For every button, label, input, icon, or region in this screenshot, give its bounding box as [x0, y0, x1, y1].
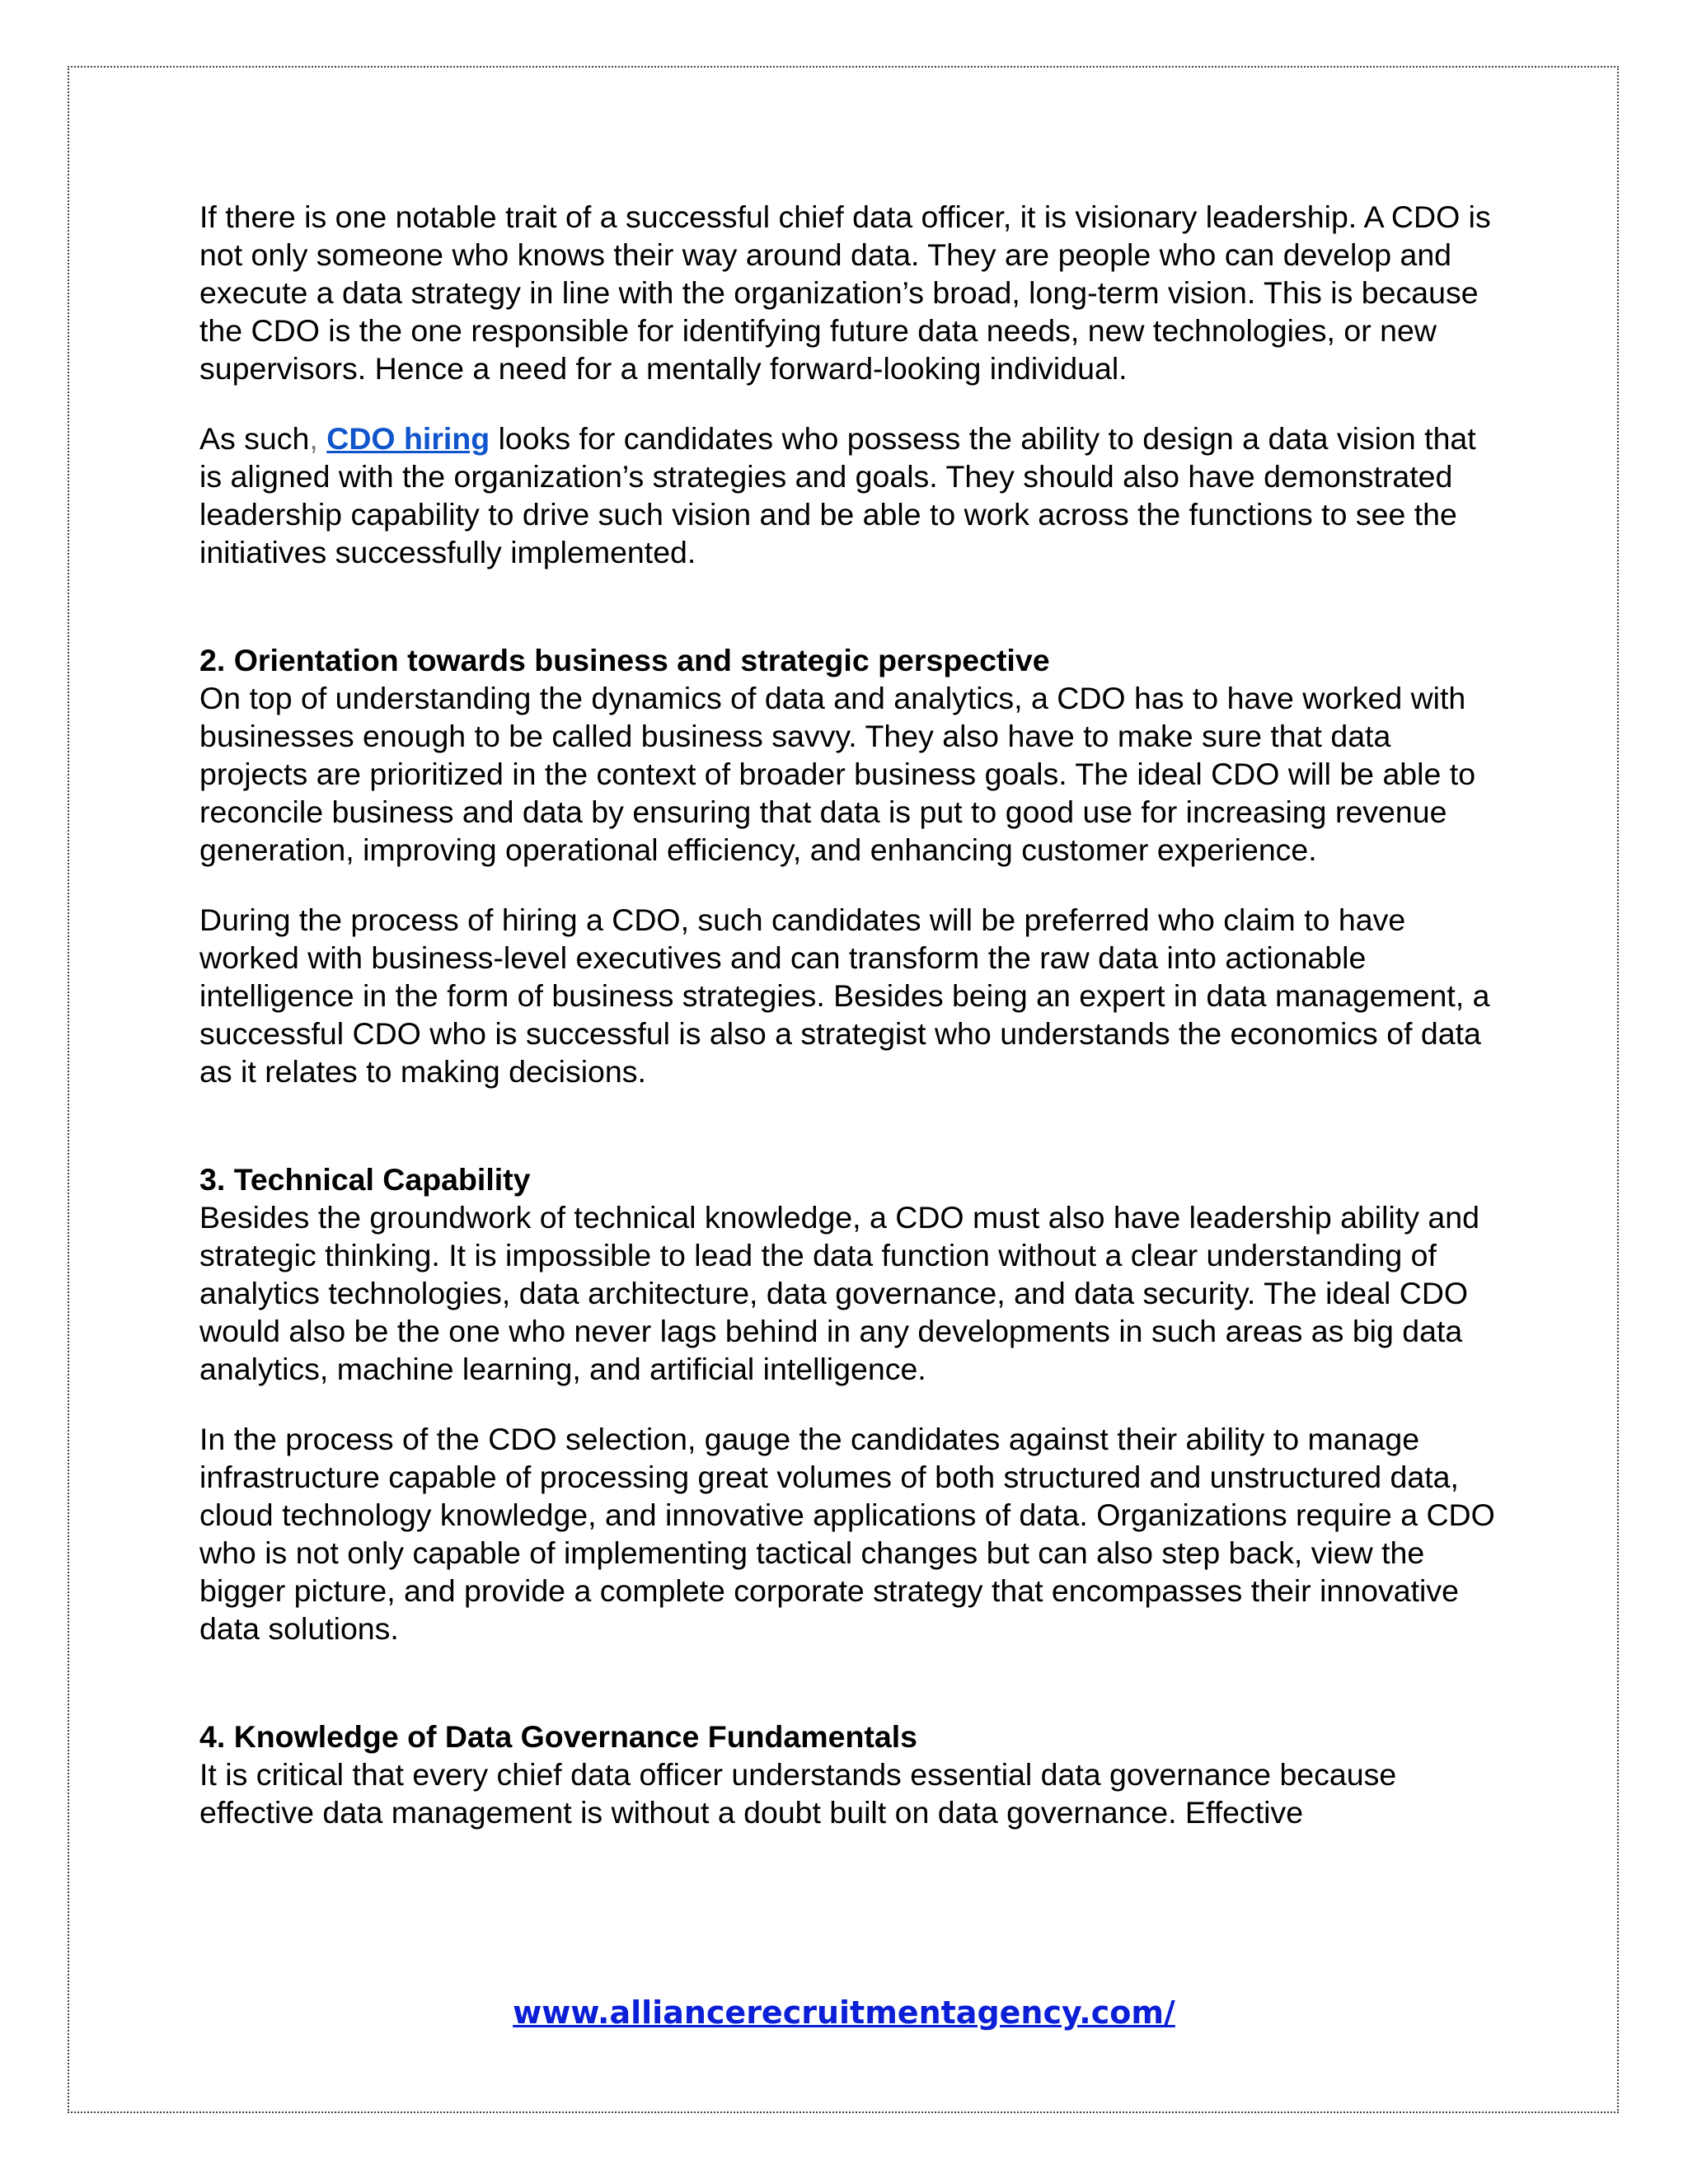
intro-paragraph-2-rest: looks for candidates who possess the ability to design a data vision that is aligned with the organization’s strategies and goals. They should also have demonstrated leadership capability to drive such vision and be able to work across the functions to see the initiatives successfully implemented. [199, 421, 1476, 569]
section-heading-governance: 4. Knowledge of Data Governance Fundamentals [199, 1719, 918, 1754]
paragraph-spacer [199, 387, 1502, 419]
intro-paragraph-1: If there is one notable trait of a successful chief data officer, it is visionary leadership. A CDO is not only someone who knows their way around data. They are people who can develop and execute a data strategy in line with the organization’s broad, long-term vision. This is because the CDO is the one responsible for identifying future data needs, new technologies, or new supervisors. Hence a need for a mentally forward-looking individual. [199, 199, 1491, 386]
section-spacer [199, 1090, 1502, 1160]
footer-website-link[interactable]: www.alliancerecruitmentagency.com/ [513, 1994, 1175, 2031]
section-heading-business: 2. Orientation towards business and strategic perspective [199, 643, 1050, 677]
section-heading-technical: 3. Technical Capability [199, 1162, 531, 1197]
intro-paragraph-2-comma: , [309, 421, 318, 456]
paragraph-spacer [199, 869, 1502, 901]
footer [0, 1994, 1688, 2031]
intro-paragraph-2 [199, 419, 1502, 571]
cdo-hiring-link[interactable]: CDO hiring [326, 421, 490, 456]
section-spacer [199, 571, 1502, 641]
section-technical-paragraph-2: In the process of the CDO selection, gauge the candidates against their ability to manage infrastructure capable of processing great volumes of both structured and unstructured data, cloud technology knowledge, and innovative applications of data. Organizations require a CDO who is not only capable of implementing tactical changes but can also step back, view the bigger picture, and provide a complete corporate strategy that encompasses their innovative data solutions. [199, 1422, 1495, 1646]
section-governance-paragraph-1: It is critical that every chief data officer understands essential data governance because effective data management is without a doubt built on data governance. Effective [199, 1757, 1397, 1830]
section-business-paragraph-2: During the process of hiring a CDO, such candidates will be preferred who claim to have worked with business-level executives and can transform the raw data into actionable intelligence in the form of business strategies. Besides being an expert in data management, a successful CDO who is successful is also a strategist who understands the economics of data as it relates to making decisions. [199, 902, 1490, 1089]
intro-paragraph-2-prefix: As such [199, 421, 310, 456]
document-body [199, 198, 1502, 1831]
paragraph-spacer [199, 1388, 1502, 1420]
section-business-paragraph-1: On top of understanding the dynamics of data and analytics, a CDO has to have worked with businesses enough to be called business savvy. They also have to make sure that data projects are prioritized in the context of broader business goals. The ideal CDO will be able to reconcile business and data by ensuring that data is put to good use for increasing revenue generation, improving operational efficiency, and enhancing customer experience. [199, 681, 1476, 867]
section-technical-paragraph-1: Besides the groundwork of technical knowledge, a CDO must also have leadership ability and strategic thinking. It is impossible to lead the data function without a clear understanding of analytics technologies, data architecture, data governance, and data security. The ideal CDO would also be the one who never lags behind in any developments in such areas as big data analytics, machine learning, and artificial intelligence. [199, 1200, 1479, 1386]
section-spacer [199, 1647, 1502, 1718]
